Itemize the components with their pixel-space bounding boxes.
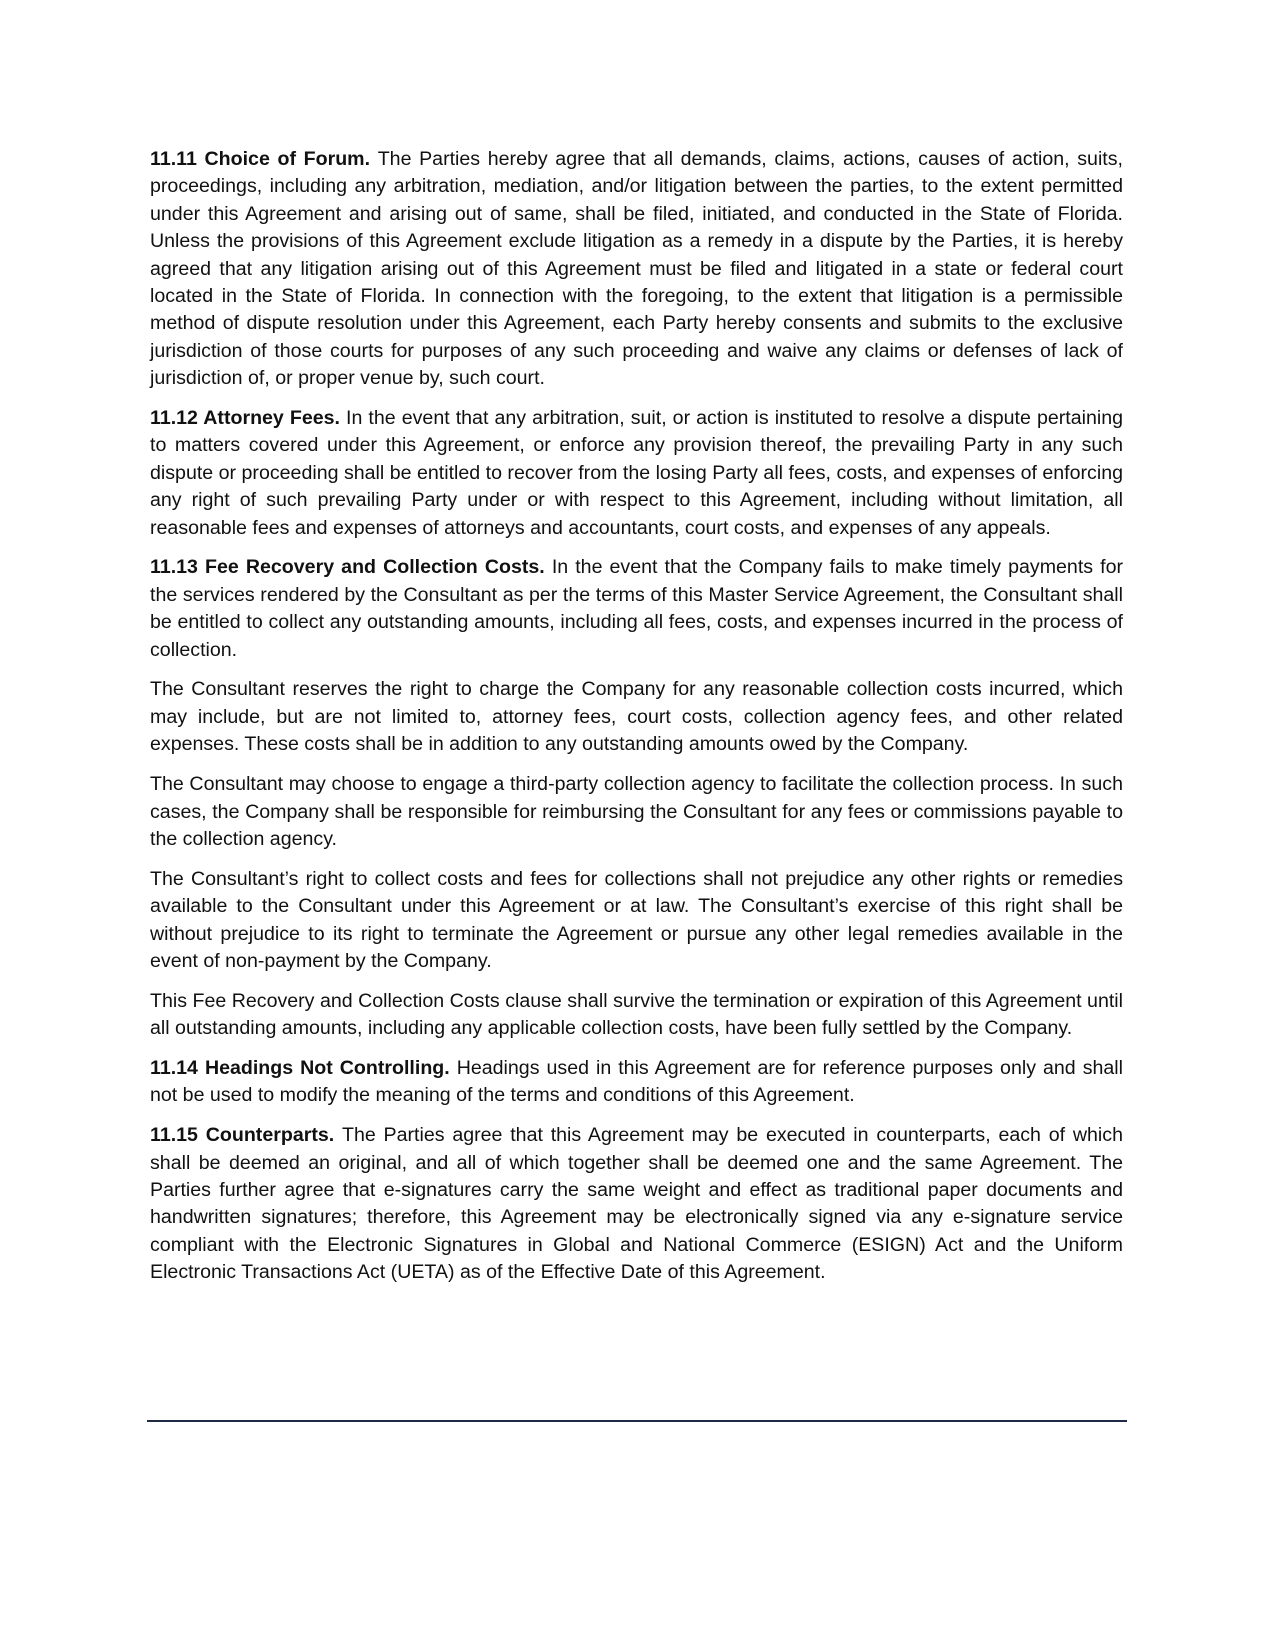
section-text: The Parties hereby agree that all demands, claims, actions, causes of action, suits, proceedings, including any arbitration, mediation, and/or litigation between the parties, to the extent permitted under this Agreement and arising out of same, shall be filed, initiated, and conducted in the State of Florida. Unless the provisions of this Agreement exclude litigation as a remedy in a dispute by the Parties, it is hereby agreed that any litigation arising out of this Agreement must be filed and litigated in a state or federal court located in the State of Florida. In connection with the foregoing, to the extent that litigation is a permissible method of dispute resolution under this Agreement, each Party hereby consents and submits to the exclusive jurisdiction of those courts for purposes of any such proceeding and waive any claims or defenses of lack of jurisdiction of, or proper venue by, such court. [150,148,1123,390]
section-11-12-attorney-fees [150,405,1123,542]
fee-recovery-paragraph: The Consultant’s right to collect costs and fees for collections shall not prejudice any other rights or remedies available to the Consultant under this Agreement or at law. The Consultant’s exercise of this right shall be without prejudice to its right to terminate the Agreement or pursue any other legal remedies available in the event of non-payment by the Company. [150,867,1123,972]
document-body [150,146,1123,1299]
fee-recovery-paragraph: The Consultant reserves the right to charge the Company for any reasonable collection costs incurred, which may include, but are not limited to, attorney fees, court costs, collection agency fees, and other related expenses. These costs shall be in addition to any outstanding amounts owed by the Company. [150,678,1123,756]
section-text: The Parties agree that this Agreement may be executed in counterparts, each of which shall be deemed an original, and all of which together shall be deemed one and the same Agreement. The Parties further agree that e-signatures carry the same weight and effect as traditional paper documents and handwritten signatures; therefore, this Agreement may be electronically signed via any e-signature service compliant with the Electronic Signatures in Global and National Commerce (ESIGN) Act and the Uniform Electronic Transactions Act (UETA) as of the Effective Date of this Agreement. [150,1124,1123,1284]
section-heading: 11.14 Headings Not Controlling. [150,1056,457,1079]
section-heading: 11.15 Counterparts. [150,1124,342,1147]
section-11-14-headings-not-controlling [150,1055,1123,1110]
section-text: In the event that any arbitration, suit, or action is instituted to resolve a dispute pertaining to matters covered under this Agreement, or enforce any provision thereof, the prevailing Party in any such dispute or proceeding shall be entitled to recover from the losing Party all fees, costs, and expenses of enforcing any right of such prevailing Party under or with respect to this Agreement, including without limitation, all reasonable fees and expenses of attorneys and accountants, court costs, and expenses of any appeals. [150,407,1124,539]
section-11-11-choice-of-forum [150,146,1123,393]
footer-divider [147,1420,1127,1422]
section-heading: 11.13 Fee Recovery and Collection Costs. [150,556,552,579]
section-text: In the event that the Company fails to make timely payments for the services rendered by the Consultant as per the terms of this Master Service Agreement, the Consultant shall be entitled to collect any outstanding amounts, including all fees, costs, and expenses incurred in the process of collection. [150,556,1123,661]
section-11-13-fee-recovery [150,554,1123,664]
section-heading: 11.12 Attorney Fees. [150,407,347,430]
section-heading: 11.11 Choice of Forum. [150,148,378,170]
fee-recovery-paragraph: This Fee Recovery and Collection Costs clause shall survive the termination or expiration of this Agreement until all outstanding amounts, including any applicable collection costs, have been fully settled by the Company. [150,989,1123,1040]
section-text: Headings used in this Agreement are for reference purposes only and shall not be used to modify the meaning of the terms and conditions of this Agreement. [150,1056,1123,1107]
section-11-15-counterparts [150,1122,1123,1286]
fee-recovery-paragraph: The Consultant may choose to engage a third-party collection agency to facilitate the collection process. In such cases, the Company shall be responsible for reimbursing the Consultant for any fees or commissions payable to the collection agency. [150,773,1123,850]
